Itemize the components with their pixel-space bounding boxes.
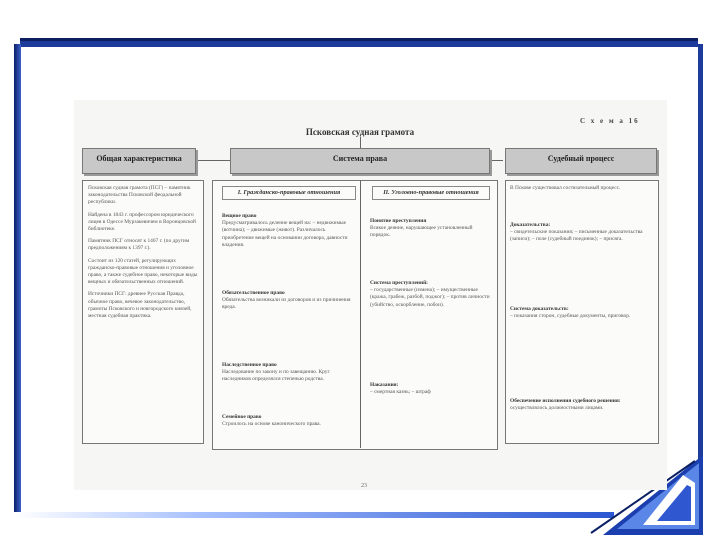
civil-cell — [222, 290, 354, 348]
civil-cell — [222, 213, 354, 285]
header-court-label: Судебный процесс — [547, 154, 615, 163]
criminal-cell — [370, 280, 490, 376]
subheader-civil-label: I. Гражданско-правовые отношения — [237, 189, 341, 196]
court-cell — [510, 398, 652, 440]
subheader-civil — [222, 186, 356, 200]
slide-frame-right — [698, 44, 703, 518]
civil-cell-head: Обязательственное право — [222, 290, 285, 296]
criminal-cell-text: – смертная казнь; – штраф — [370, 389, 431, 396]
court-cell — [510, 185, 652, 215]
civil-cell-text: Наследование по закону и по завещанию. Круг наследников определялся степенью родства. — [222, 369, 330, 383]
criminal-cell — [370, 218, 490, 274]
court-cell-text: В Пскове существовал состязательный процесс. — [510, 185, 621, 191]
civil-cell-text: Строилось на основе канонического права. — [222, 421, 321, 428]
scheme-label: С х е м а 16 — [580, 117, 640, 125]
document-title: Псковская судная грамота — [305, 127, 415, 137]
general-paragraph: Найдена в 1843 г. профессором юридического лицея в Одессе Мурзакевичем в Воронцовской библиотеке. — [88, 211, 196, 233]
subheader-criminal-label: II. Уголовно-правовые отношения — [383, 189, 479, 196]
civil-cell-head: Вещное право — [222, 213, 257, 219]
header-general — [82, 148, 196, 174]
court-cell-head: Обеспечение исполнения судебного решения: — [510, 398, 621, 404]
criminal-cell-head: Понятие преступления — [370, 218, 427, 224]
court-cell — [510, 306, 652, 378]
civil-cell — [222, 362, 354, 412]
general-paragraph: Источники ПСГ: древнее Русская Правда, обычное право, вечевое законодательство, грамоты Псковского и новгородского князей, местная судебная практика. — [88, 291, 192, 320]
header-court — [505, 148, 657, 174]
court-cell-text: осуществлялось должностными лицами. — [510, 405, 604, 412]
general-paragraph: Памятник ПСГ относят к 1467 г. (по другим предположениям к 1397 г.). — [88, 238, 190, 252]
header-general-label: Общая характеристика — [96, 154, 182, 163]
header-law-system-label: Система права — [332, 154, 388, 163]
civil-cell-text: Обязательства возникали из договоров и из причинения вреда. — [222, 297, 351, 311]
court-cell-head: Доказательства: — [510, 222, 551, 228]
subheader-criminal — [372, 186, 490, 200]
general-column — [82, 180, 204, 444]
criminal-cell-head: Наказания: — [370, 382, 399, 388]
law-system-divider — [360, 180, 361, 448]
criminal-cell-text: – государственные (измена); – имущественные (кража, грабеж, разбой, поджог); – против личности (убийство, оскорбление, побои). — [370, 287, 490, 308]
header-law-system — [230, 148, 490, 174]
criminal-cell — [370, 382, 490, 418]
court-cell — [510, 222, 652, 300]
court-cell-head: Система доказательств: — [510, 306, 569, 312]
general-paragraph: Состоит из 120 статей, регулирующих гражданско-правовые отношения и уголовное право, а также судебное право, некоторые виды вещных и обязательственных отношений. — [88, 257, 198, 286]
slide-frame-top-edge — [20, 38, 698, 41]
civil-cell-text: Предусматривалось деление вещей на: – недвижимые (вотчина); – движимые (живот). Различалось приобретение вещей на основании договора, давности владения. — [222, 220, 348, 248]
slide-frame-left — [14, 44, 21, 518]
criminal-cell-head: Система преступлений: — [370, 280, 428, 286]
title-stem-line — [360, 137, 361, 148]
page-number: 23 — [361, 483, 367, 489]
court-cell-text: – свидетельские показания; – письменные доказательства (записи); – поле (судебный поединок); – присяга. — [510, 229, 643, 243]
criminal-cell-text: Всякое деяние, нарушающее установленный порядок. — [370, 225, 473, 239]
civil-cell — [222, 414, 354, 446]
slide-frame-bottom — [14, 512, 614, 518]
civil-cell-head: Семейное право — [222, 414, 262, 420]
court-cell-text: – показания сторон, судебные документы, приговор. — [510, 313, 631, 320]
civil-cell-head: Наследственное право — [222, 362, 277, 368]
general-paragraph: Псковская судная грамота (ПСГ) – памятник законодательства Псковской феодальной республики. — [88, 185, 191, 206]
